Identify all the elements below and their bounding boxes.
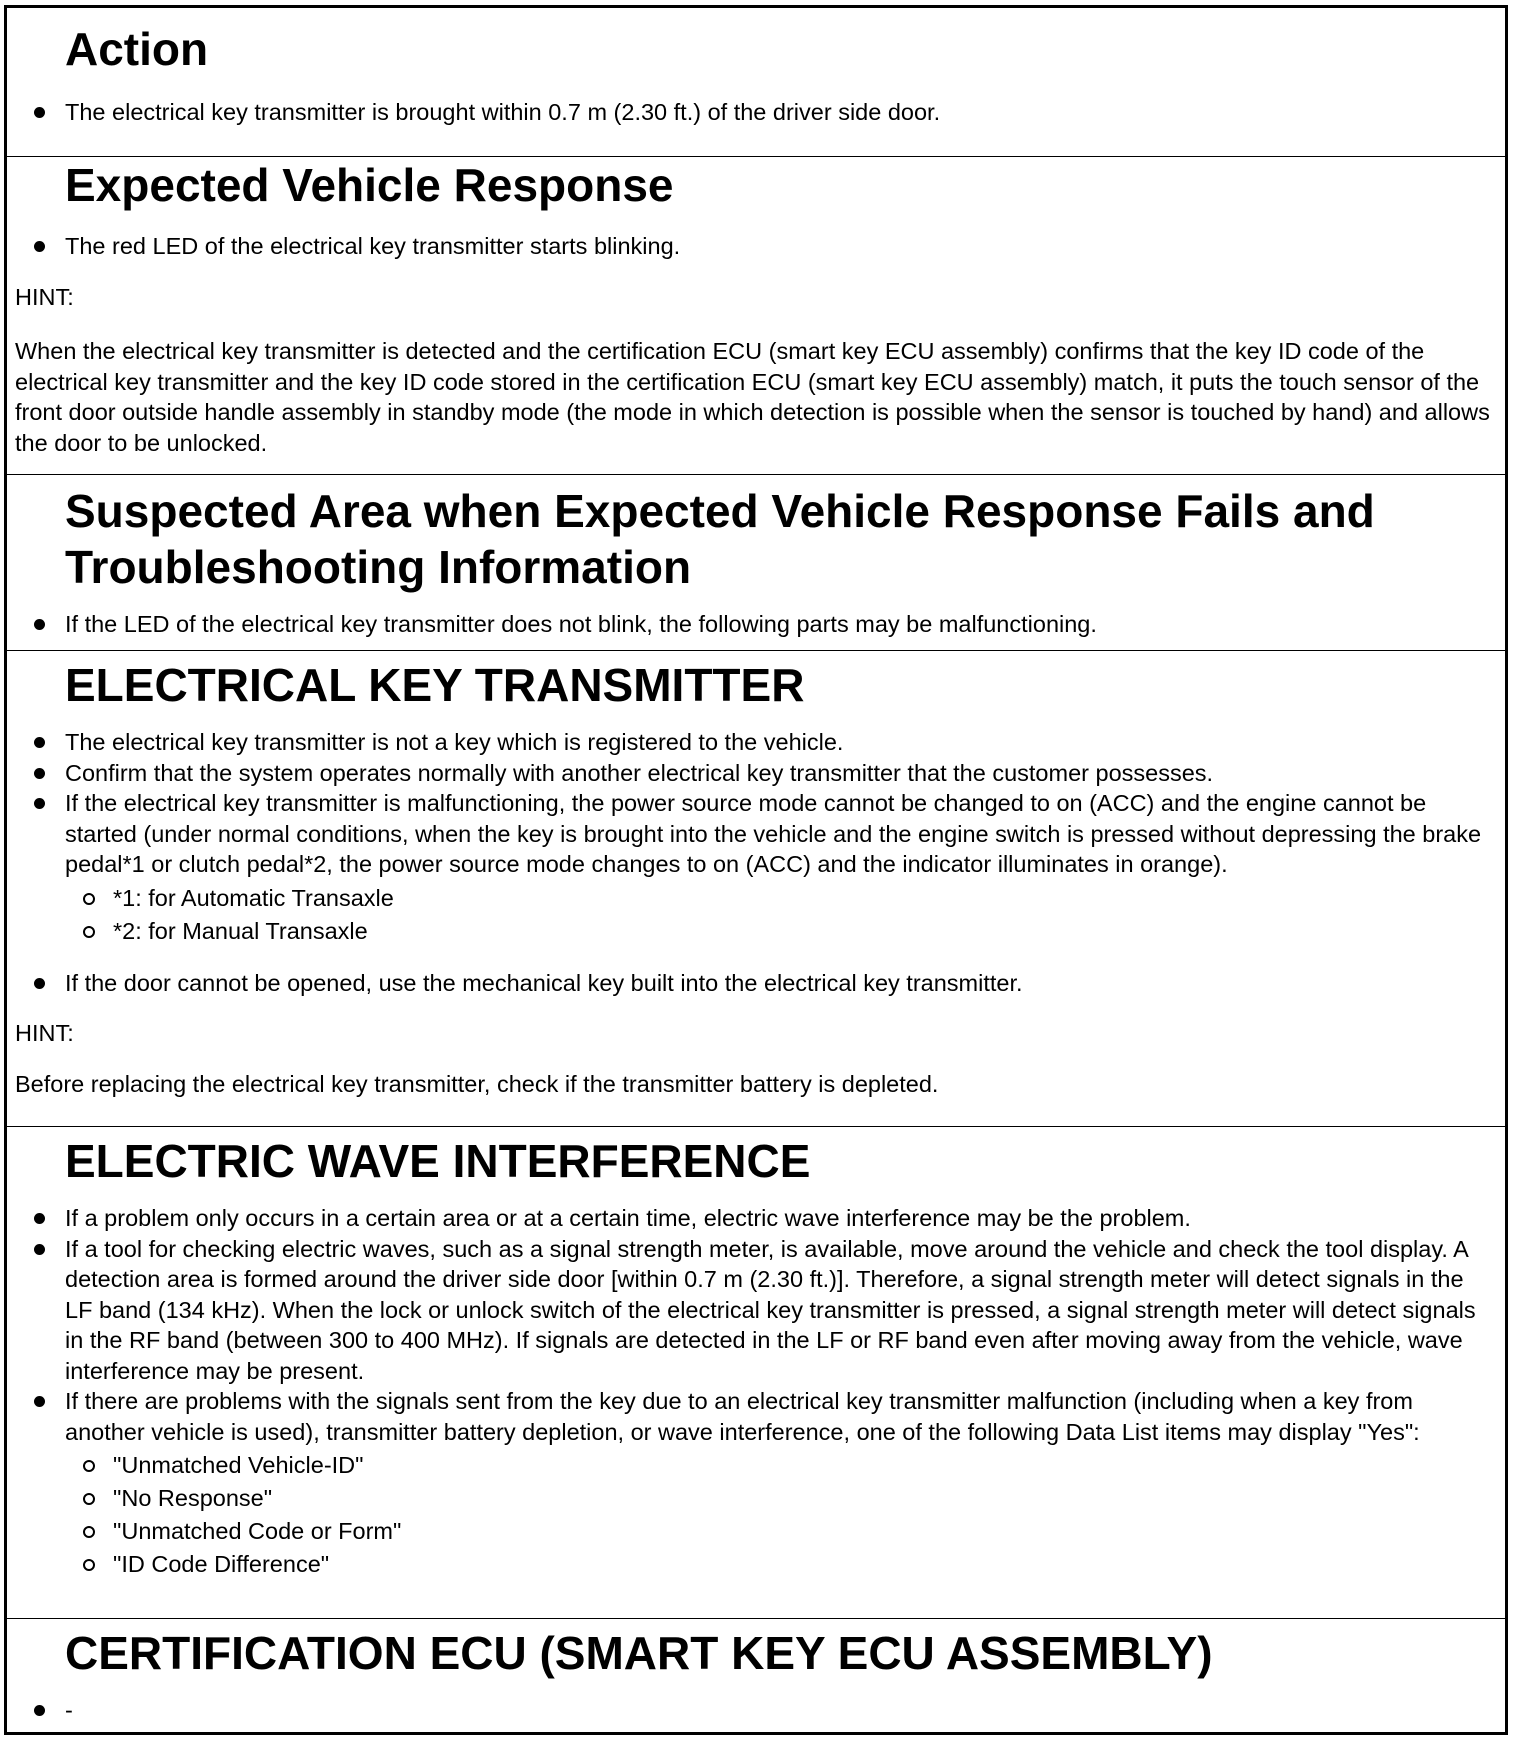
list-item: Confirm that the system operates normally with another electrical key transmitter that the customer possesses. bbox=[7, 758, 1505, 789]
sub-list-item: "Unmatched Vehicle-ID" bbox=[65, 1449, 1493, 1482]
hint-label: HINT: bbox=[15, 1020, 74, 1046]
sub-list-item: "No Response" bbox=[65, 1482, 1493, 1515]
heading-action: Action bbox=[65, 23, 209, 75]
sub-list-item: "Unmatched Code or Form" bbox=[65, 1515, 1493, 1548]
section-expected-response bbox=[7, 156, 1505, 474]
list-item: The electrical key transmitter is not a key which is registered to the vehicle. bbox=[7, 727, 1505, 758]
section-certification-ecu bbox=[7, 1618, 1505, 1730]
bullet-list bbox=[7, 231, 1505, 262]
hint-label: HINT: bbox=[15, 283, 74, 310]
hint-text: When the electrical key transmitter is detected and the certification ECU (smart key ECU assembly) confirms that the key ID code of the electrical key transmitter and the key ID code stored in the certification ECU (smart key ECU assembly) match, it puts the touch sensor of the front door outside handle assembly in standby mode (the mode in which detection is possible when the sensor is touched by hand) and allows the door to be unlocked. bbox=[15, 338, 1490, 456]
bullet-list bbox=[7, 727, 1505, 998]
bullet-list bbox=[7, 97, 1505, 128]
bullet-list bbox=[7, 1203, 1505, 1581]
heading-electrical-key-transmitter: ELECTRICAL KEY TRANSMITTER bbox=[65, 659, 805, 711]
list-item-text: If there are problems with the signals sent from the key due to an electrical key transmitter malfunction (including when a key from another vehicle is used), transmitter battery depletion, or wave interference, one of the following Data List items may display "Yes": bbox=[65, 1388, 1420, 1445]
list-item bbox=[7, 1386, 1505, 1581]
heading-suspected-area: Suspected Area when Expected Vehicle Response Fails and Troubleshooting Information bbox=[65, 485, 1375, 593]
list-item bbox=[7, 788, 1505, 948]
hint-text: Before replacing the electrical key transmitter, check if the transmitter battery is depleted. bbox=[15, 1070, 939, 1097]
list-item-text: If the electrical key transmitter is malfunctioning, the power source mode cannot be changed to on (ACC) and the engine cannot be started (under normal conditions, when the key is brought into the vehicle and the engine switch is pressed without depressing the brake pedal*1 or clutch pedal*2, the power source mode changes to on (ACC) and the indicator illuminates in orange). bbox=[65, 790, 1482, 877]
sub-list bbox=[65, 1449, 1493, 1581]
section-suspected-area bbox=[7, 474, 1505, 650]
sub-list bbox=[65, 882, 1493, 948]
bullet-list bbox=[7, 609, 1505, 640]
heading-electric-wave-interference: ELECTRIC WAVE INTERFERENCE bbox=[65, 1135, 811, 1187]
list-item: If the door cannot be opened, use the mechanical key built into the electrical key transmitter. bbox=[7, 968, 1505, 999]
list-item: The electrical key transmitter is brought within 0.7 m (2.30 ft.) of the driver side door. bbox=[7, 97, 1505, 128]
list-item: If a tool for checking electric waves, such as a signal strength meter, is available, move around the vehicle and check the tool display. A detection area is formed around the driver side door [within 0.7 m (2.30 ft.)]. Therefore, a signal strength meter will detect signals in the LF band (134 kHz). When the lock or unlock switch of the electrical key transmitter is pressed, a signal strength meter will detect signals in the RF band (between 300 to 400 MHz). If signals are detected in the LF or RF band even after moving away from the vehicle, wave interference may be present. bbox=[7, 1234, 1505, 1387]
heading-expected-response: Expected Vehicle Response bbox=[65, 159, 674, 211]
heading-certification-ecu: CERTIFICATION ECU (SMART KEY ECU ASSEMBLY) bbox=[65, 1627, 1213, 1679]
sub-list-item: "ID Code Difference" bbox=[65, 1548, 1493, 1581]
list-item: - bbox=[7, 1695, 1505, 1726]
document-frame bbox=[4, 5, 1508, 1735]
section-electrical-key-transmitter bbox=[7, 650, 1505, 1126]
list-item: If a problem only occurs in a certain area or at a certain time, electric wave interference may be the problem. bbox=[7, 1203, 1505, 1234]
sub-list-item: *2: for Manual Transaxle bbox=[65, 915, 1493, 948]
section-electric-wave-interference bbox=[7, 1126, 1505, 1618]
section-action bbox=[7, 8, 1505, 156]
list-item: The red LED of the electrical key transmitter starts blinking. bbox=[7, 231, 1505, 262]
list-item: If the LED of the electrical key transmitter does not blink, the following parts may be malfunctioning. bbox=[7, 609, 1505, 640]
bullet-list bbox=[7, 1695, 1505, 1726]
sub-list-item: *1: for Automatic Transaxle bbox=[65, 882, 1493, 915]
